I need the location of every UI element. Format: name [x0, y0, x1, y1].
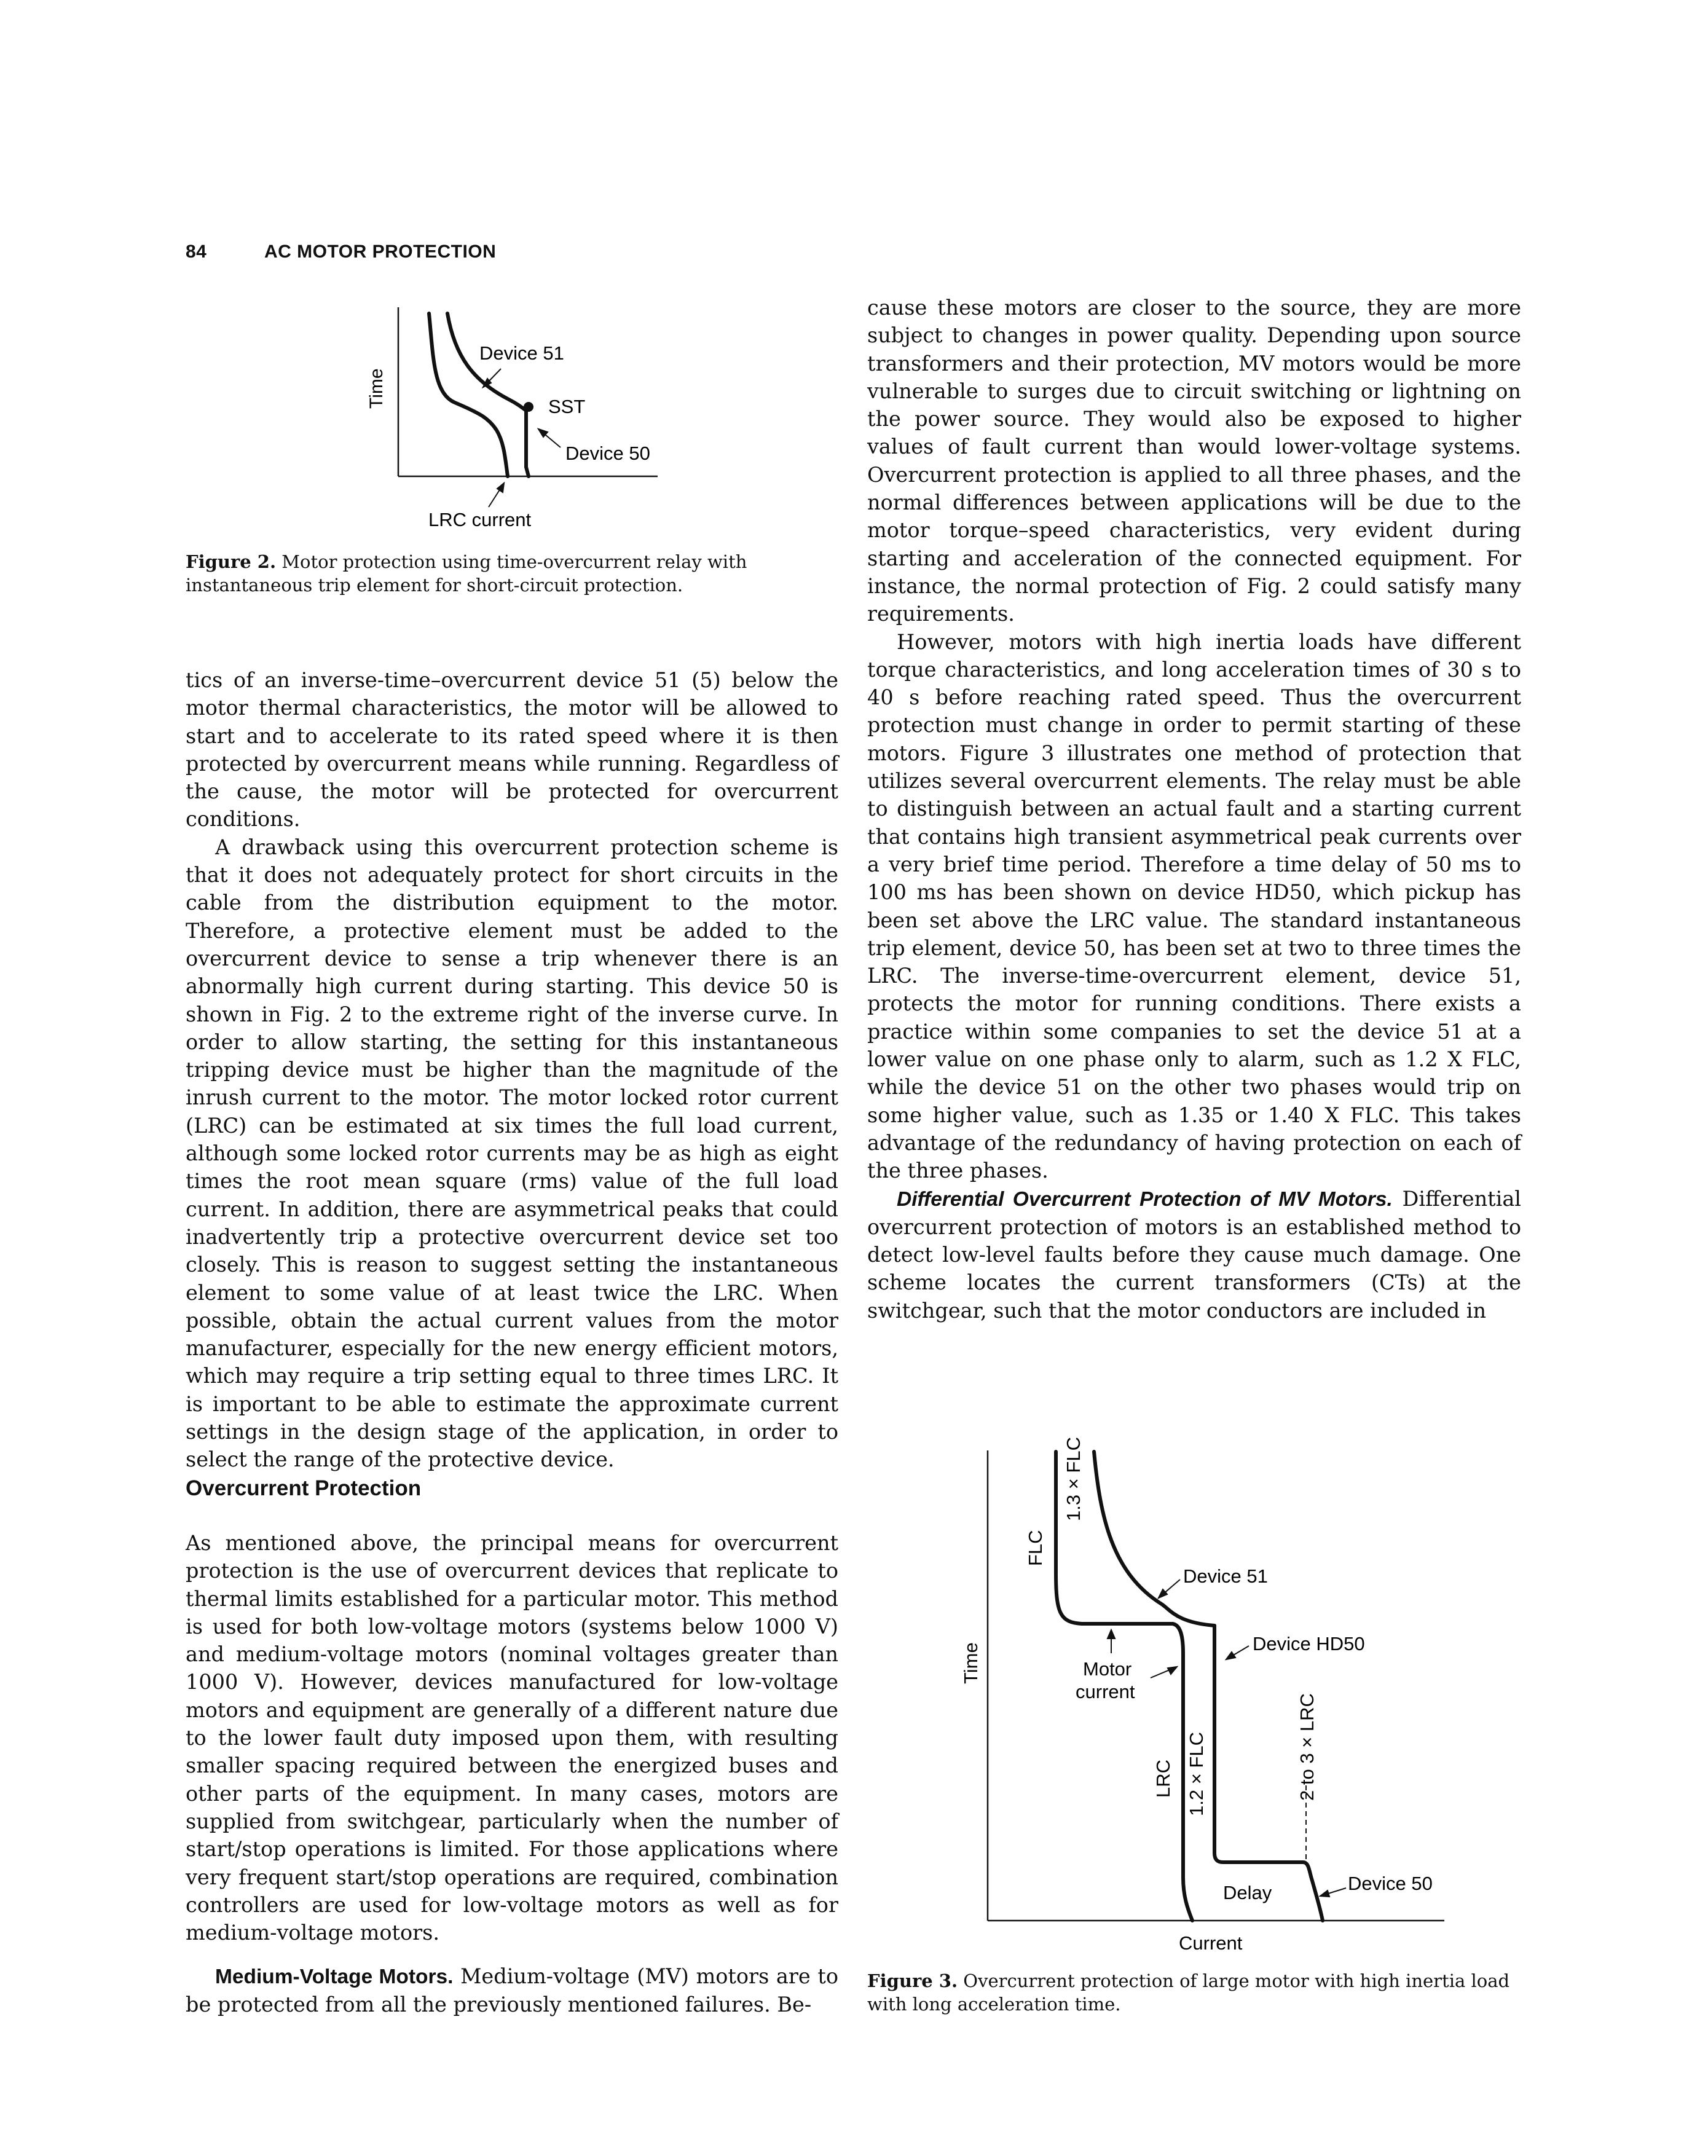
fig3-delay-label: Delay — [1223, 1882, 1272, 1903]
right-paragraph-1: cause these motors are closer to the source, they are more subject to changes in power quality. Depending upon source transformers and their protection, MV motors would be more vulnerable to surges due to circuit switching or lightning on the power source. They would also be exposed to higher values of fault current than would lower-voltage systems. Overcurrent protection is applied to all three phases, and the normal differences between applications will be due to the motor torque–speed characteristics, very evident during starting and acceleration of the connected equipment. For instance, the normal protection of Fig. 2 could satisfy many requirements. — [867, 296, 1521, 626]
fig3-motor-label: Motor — [1083, 1658, 1132, 1680]
figure-3-caption-label: Figure 3. — [867, 1970, 958, 1991]
fig3-2-to-3-lrc-label: 2 to 3 × LRC — [1296, 1693, 1318, 1801]
right-paragraph-2: However, motors with high inertia loads have different torque characteristics, and long acceleration times of 30 s to 40 s before reaching rated speed. Thus the overcurrent protection must change in order to permit starting of these motors. Figure 3 illustrates one method of protection that utilizes several overcurrent elements. The relay must be able to distinguish between an actual fault and a starting current that contains high transient asymmetrical peak currents over a very brief time period. Therefore a time delay of 50 ms to 100 ms has been shown on device HD50, which pickup has been set above the LRC value. The standard instantaneous trip element, device 50, has been set at two to three times the LRC. The inverse-time-overcurrent element, device 51, protects the motor for running conditions. There exists a practice within some companies to set the device 51 at a lower value on one phase only to alarm, such as 1.2 X FLC, while the device 51 on the other two phases would trip on some higher value, such as 1.35 or 1.40 X FLC. This takes advantage of the redundancy of having protection on each of the three phases. — [867, 629, 1521, 1183]
fig3-hd50-arrowhead — [1226, 1652, 1235, 1659]
fig3-1-2-flc-label: 1.2 × FLC — [1186, 1732, 1207, 1816]
fig3-current-axis-label: Current — [1179, 1932, 1243, 1954]
fig3-1-3-flc-label: 1.3 × FLC — [1063, 1437, 1084, 1521]
page-number: 84 — [186, 242, 207, 262]
fig2-device50-step — [526, 411, 529, 476]
left-paragraph-4: Medium-voltage (MV) motors are to be protected from all the previously mentioned failures. Be- — [186, 1964, 838, 2017]
fig3-time-axis-label: Time — [960, 1642, 982, 1684]
fig3-device51-curve — [1094, 1452, 1214, 1626]
fig3-current-word-label: current — [1076, 1681, 1135, 1702]
running-head — [186, 242, 496, 262]
fig3-device50-label: Device 50 — [1348, 1873, 1433, 1894]
figure-2-diagram — [344, 301, 688, 541]
fig3-device50-arrowhead — [1320, 1890, 1329, 1897]
fig2-motor-curve — [429, 313, 508, 476]
fig2-time-axis-label: Time — [366, 368, 387, 409]
fig2-sst-label: SST — [548, 396, 586, 417]
left-column-bottom — [186, 1962, 838, 2019]
right-column — [867, 294, 1521, 1324]
fig3-lrc-label: LRC — [1152, 1759, 1174, 1798]
fig3-motor-current-arrowhead — [1108, 1630, 1115, 1639]
fig3-device51-label: Device 51 — [1183, 1565, 1268, 1587]
running-title: AC MOTOR PROTECTION — [264, 242, 497, 262]
differential-runin-heading: Differential Overcurrent Protection of MV Motors. — [897, 1187, 1393, 1211]
figure-3-caption — [867, 1969, 1521, 2016]
fig2-device50-label: Device 50 — [565, 443, 650, 464]
section-heading-overcurrent: Overcurrent Protection — [186, 1476, 422, 1500]
figure-3-diagram — [940, 1414, 1469, 1967]
left-paragraph-1: tics of an inverse-time–overcurrent device 51 (5) below the motor thermal characteristics, the motor will be allowed to start and to accelerate to its rated speed where it is then protected by overcurrent means while running. Regardless of the cause, the motor will be protected for overcurrent conditions. — [186, 668, 838, 832]
mv-motors-runin-heading: Medium-Voltage Motors. — [215, 1965, 454, 1988]
figure-3-caption-text: Overcurrent protection of large motor with high inertia load with long acceleration time. — [867, 1970, 1510, 2015]
fig3-flc-label: FLC — [1025, 1530, 1046, 1566]
left-paragraph-3: As mentioned above, the principal means for overcurrent protection is the use of overcurrent devices that replicate to thermal limits established for a particular motor. This method is used for both low-voltage motors (systems below 1000 V) and medium-voltage motors (nominal voltages greater than 1000 V). However, devices manufactured for low-voltage motors and equipment are generally of a different nature due to the lower fault duty imposed upon them, with resulting smaller spacing required between the energized buses and other parts of the equipment. In many cases, motors are supplied from switchgear, particularly when the number of start/stop operations is limited. For those applications where very frequent start/stop operations are required, combination controllers are used for low-voltage motors as well as for medium-voltage motors. — [186, 1531, 838, 1945]
left-column-upper — [186, 666, 838, 1474]
figure-2-caption-text: Motor protection using time-overcurrent relay with instantaneous trip element for short-circuit protection. — [186, 551, 747, 596]
fig3-device-hd50-label: Device HD50 — [1253, 1633, 1365, 1654]
figure-2-caption — [186, 550, 837, 597]
left-column-lower — [186, 1529, 838, 1946]
fig3-device51-arrowhead — [1159, 1589, 1167, 1598]
right-paragraph-3: Differential overcurrent protection of motors is an established method to detect low-level faults before they cause much damage. One scheme locates the current transformers (CTs) at the switchgear, such that the motor conductors are included in — [867, 1186, 1522, 1323]
figure-2-caption-label: Figure 2. — [186, 551, 277, 572]
left-paragraph-2: A drawback using this overcurrent protection scheme is that it does not adequately protect for short circuits in the cable from the distribution equipment to the motor. Therefore, a protective element must be added to the overcurrent device to sense a trip whenever there is an abnormally high current during starting. This device 50 is shown in Fig. 2 to the extreme right of the inverse curve. In order to allow starting, the setting for this instantaneous tripping device must be higher than the magnitude of the inrush current to the motor. The motor locked rotor current (LRC) can be estimated at six times the full load current, although some locked rotor currents may be as high as eight times the root mean square (rms) value of the full load current. In addition, there are asymmetrical peaks that could inadvertently trip a protective overcurrent device set too closely. This is reason to suggest setting the instantaneous element to some value of at least twice the LRC. When possible, obtain the actual current values from the motor manufacturer, especially for the new energy efficient motors, which may require a trip setting equal to three times LRC. It is important to be able to estimate the approximate current settings in the design stage of the application, in order to select the range of the protective device. — [186, 835, 838, 1472]
fig2-sst-point — [524, 402, 533, 412]
fig2-lrc-label: LRC current — [428, 509, 532, 530]
fig3-motor-leader-arrowhead — [1168, 1667, 1177, 1674]
fig2-device51-label: Device 51 — [479, 342, 564, 364]
